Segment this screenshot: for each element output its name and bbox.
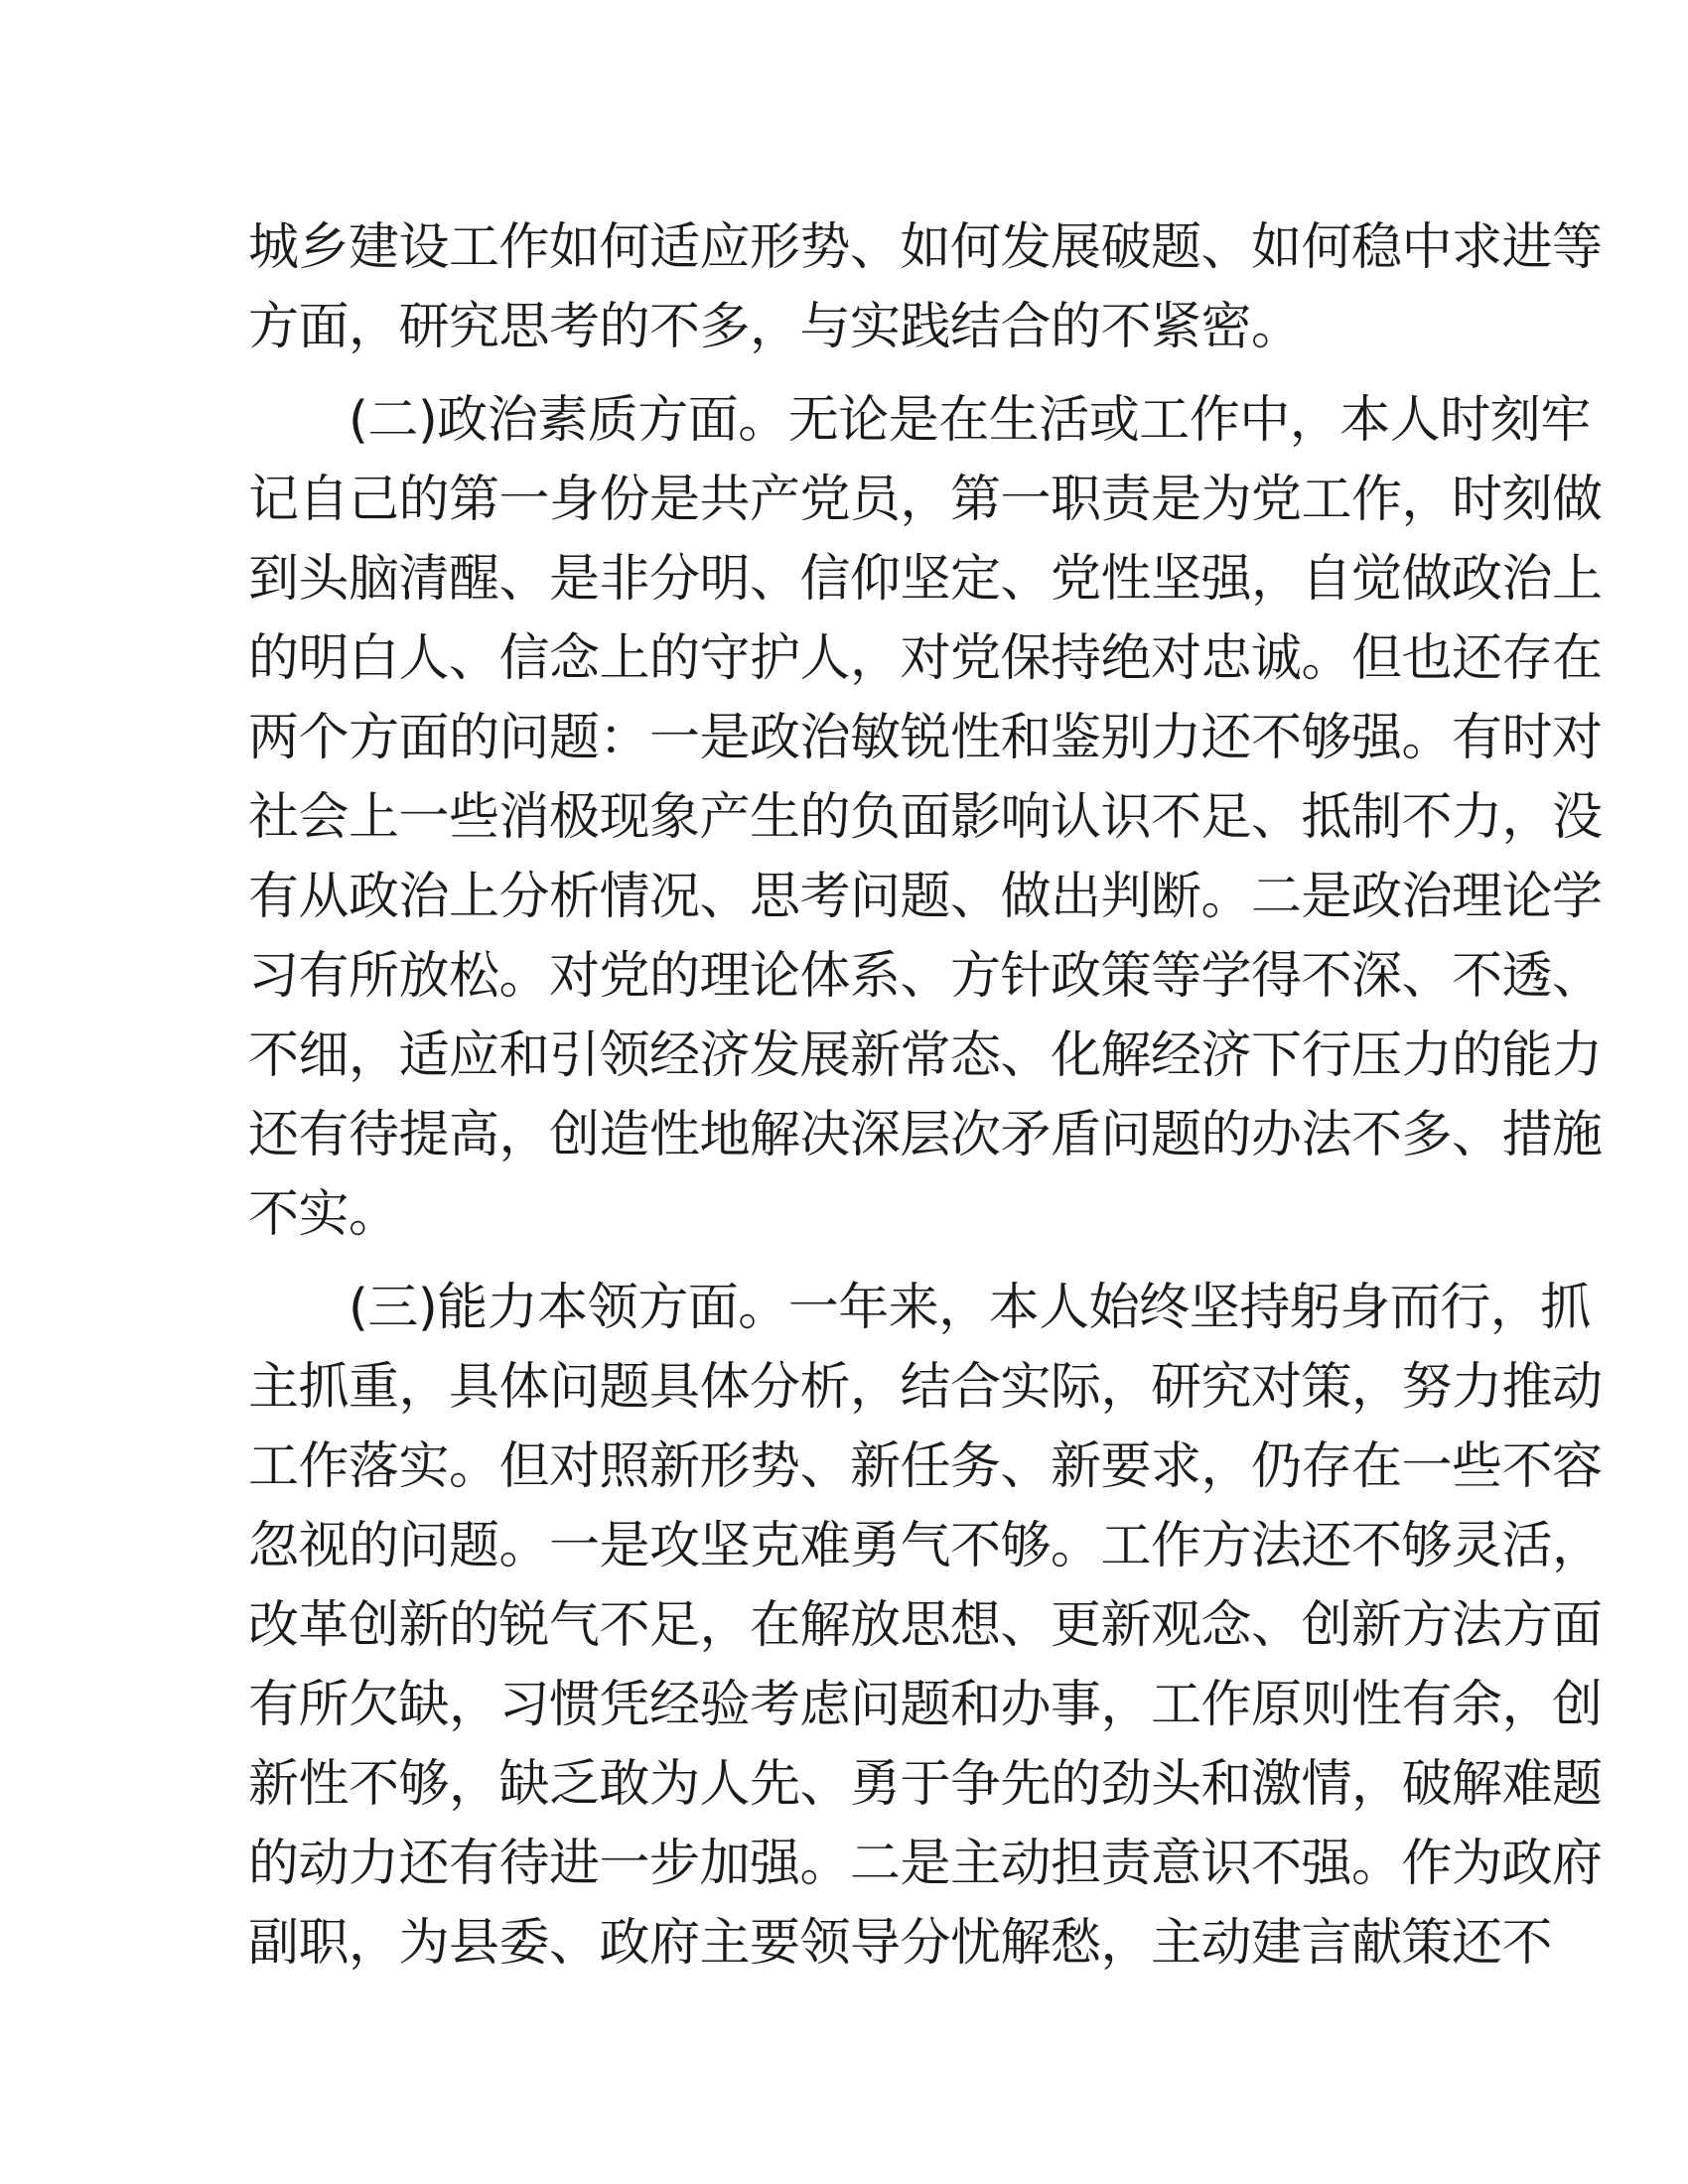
paragraph-ability (248, 1269, 1603, 1983)
document-body (248, 208, 1603, 1983)
text-line: 记自己的第一身份是共产党员，第一职责是为党工作，时刻做 (248, 471, 1603, 529)
text-line: 改革创新的锐气不足，在解放思想、更新观念、创新方法方面 (248, 1596, 1603, 1655)
text-line: 城乡建设工作如何适应形势、如何发展破题、如何稳中求进等 (248, 218, 1603, 277)
text-line: 两个方面的问题：一是政治敏锐性和鉴别力还不够强。有时对 (248, 709, 1603, 767)
text-line: 工作落实。但对照新形势、新任务、新要求，仍存在一些不容 (248, 1437, 1603, 1496)
text-line: 新性不够，缺乏敢为人先、勇于争先的劲头和激情，破解难题 (248, 1755, 1603, 1814)
text-line: 有从政治上分析情况、思考问题、做出判断。二是政治理论学 (248, 868, 1603, 926)
text-line: 副职，为县委、政府主要领导分忧解愁，主动建言献策还不 (248, 1914, 1553, 1973)
text-line: 不细，适应和引领经济发展新常态、化解经济下行压力的能力 (248, 1026, 1603, 1085)
text-line: 有所欠缺，习惯凭经验考虑问题和办事，工作原则性有余，创 (248, 1676, 1603, 1734)
paragraph-political-quality (248, 381, 1603, 1255)
text-line: (三)能力本领方面。一年来，本人始终坚持躬身而行，抓 (248, 1279, 1591, 1337)
text-line: 到头脑清醒、是非分明、信仰坚定、党性坚强，自觉做政治上 (248, 550, 1603, 609)
text-line: 习有所放松。对党的理论体系、方针政策等学得不深、不透、 (248, 947, 1603, 1006)
text-line: 的动力还有待进一步加强。二是主动担责意识不强。作为政府 (248, 1835, 1603, 1893)
text-line: 不实。 (248, 1185, 399, 1244)
text-line: 的明白人、信念上的守护人，对党保持绝对忠诚。但也还存在 (248, 629, 1603, 688)
text-line: 方面，研究思考的不多，与实践结合的不紧密。 (248, 298, 1302, 356)
text-line: 忽视的问题。一是攻坚克难勇气不够。工作方法还不够灵活， (248, 1517, 1603, 1575)
paragraph-continuation (248, 208, 1603, 367)
text-line: (二)政治素质方面。无论是在生活或工作中，本人时刻牢 (248, 391, 1591, 450)
text-line: 社会上一些消极现象产生的负面影响认识不足、抵制不力，没 (248, 788, 1603, 847)
text-line: 还有待提高，创造性地解决深层次矛盾问题的办法不多、措施 (248, 1106, 1603, 1164)
text-line: 主抓重，具体问题具体分析，结合实际，研究对策，努力推动 (248, 1358, 1603, 1417)
